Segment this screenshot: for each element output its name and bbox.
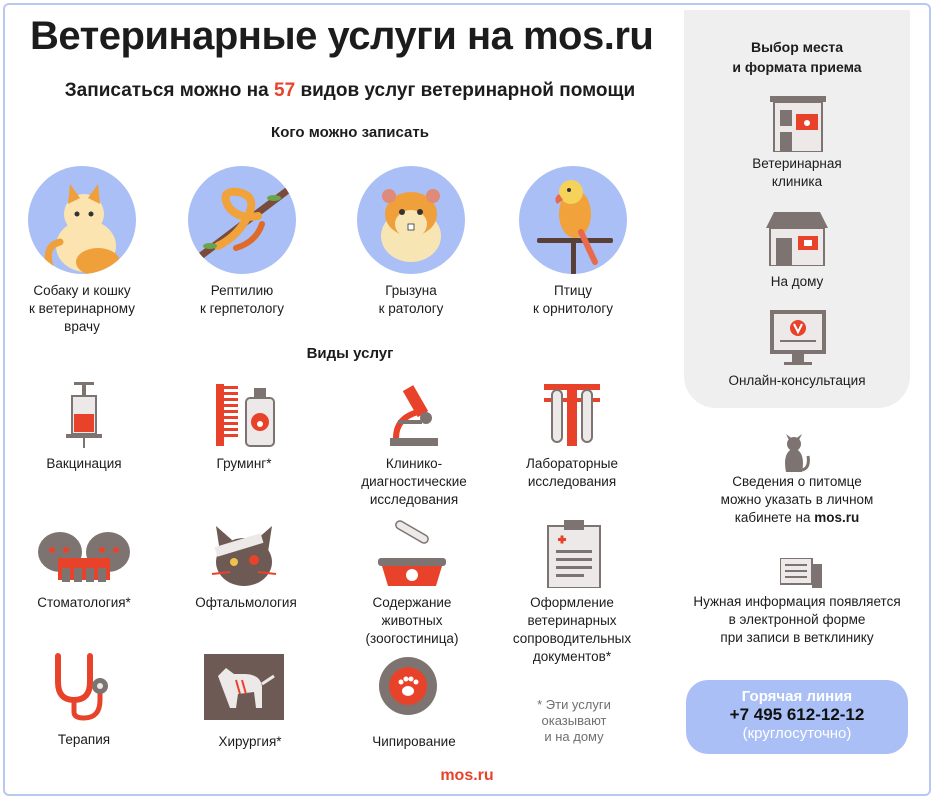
service-dentistry-label: Стоматология* <box>37 595 131 610</box>
form-info-line2: в электронной форме <box>728 612 866 627</box>
service-diagnostics-line1: Клинико- <box>385 456 443 471</box>
hotline-box <box>686 680 908 754</box>
format-online-label: Онлайн-консультация <box>728 373 866 388</box>
service-documents-line4: документов* <box>532 649 612 664</box>
page-title: Ветеринарные услуги на mos.ru <box>30 14 654 58</box>
pet-bowl-icon <box>372 520 452 588</box>
service-vet-documents <box>508 594 636 666</box>
footnote <box>510 697 638 745</box>
footnote-line3: и на дому <box>544 729 604 744</box>
pet-info-line3 <box>684 509 910 527</box>
clinic-building-icon <box>770 96 826 152</box>
service-vaccination-label: Вакцинация <box>46 456 122 471</box>
service-surgery <box>186 733 314 751</box>
form-info-line1: Нужная информация появляется <box>693 594 901 609</box>
format-heading-line1: Выбор места <box>750 39 844 55</box>
footnote-line1: * Эти услуги <box>537 697 611 712</box>
hotline-phone[interactable]: +7 495 612-12-12 <box>729 705 865 724</box>
hotline-hours: (круглосуточно) <box>742 725 852 742</box>
microscope-icon <box>386 382 442 448</box>
form-info-note <box>674 593 920 647</box>
pet-info-line2: можно указать в личном <box>720 492 874 507</box>
format-option-clinic <box>684 155 910 191</box>
page-subtitle <box>30 80 670 102</box>
footnote-line2: оказывают <box>541 713 607 728</box>
who-item-cat-line3: врачу <box>64 319 100 334</box>
xray-dog-icon <box>204 654 284 720</box>
syringe-icon <box>56 382 112 448</box>
monitor-icon <box>770 310 826 366</box>
hamster-icon <box>357 166 465 274</box>
who-heading: Кого можно записать <box>271 124 429 141</box>
service-lab-line2: исследования <box>527 474 617 489</box>
subtitle-prefix: Записаться можно на <box>64 80 269 101</box>
stethoscope-icon <box>48 652 112 722</box>
cat-silhouette-icon <box>780 430 810 472</box>
house-icon <box>766 210 828 266</box>
who-item-reptile-line1: Рептилию <box>210 283 274 298</box>
document-icon <box>780 558 822 588</box>
pet-info-site: mos.ru <box>814 510 860 525</box>
service-ophthalmology <box>182 594 310 612</box>
service-surgery-label: Хирургия* <box>218 734 282 749</box>
service-documents-line1: Оформление <box>530 595 614 610</box>
service-lab-line1: Лабораторные <box>525 456 619 471</box>
pet-info-line1: Сведения о питомце <box>732 474 862 489</box>
clipboard-icon <box>546 520 602 588</box>
service-dentistry <box>20 594 148 612</box>
who-item-bird-line2: к орнитологу <box>532 301 614 316</box>
pet-info-note <box>684 473 910 527</box>
chip-icon <box>378 656 438 716</box>
service-documents-line2: ветеринарных <box>527 613 617 628</box>
service-diagnostics-line2: диагностические <box>361 474 467 489</box>
service-pet-hotel <box>348 594 476 648</box>
footer-site-link[interactable]: mos.ru <box>440 767 494 784</box>
service-chipping-label: Чипирование <box>372 734 456 749</box>
form-info-line3: при записи в ветклинику <box>720 630 874 645</box>
service-therapy-label: Терапия <box>57 732 111 747</box>
hotline-label: Горячая линия <box>741 688 853 705</box>
service-pet-hotel-line1: Содержание <box>372 595 452 610</box>
service-ophthalmology-label: Офтальмология <box>195 595 297 610</box>
format-clinic-line2: клиника <box>771 174 823 189</box>
service-documents-line3: сопроводительных <box>512 631 632 646</box>
service-pet-hotel-line3: (зоогостиница) <box>365 631 459 646</box>
snake-icon <box>188 166 296 274</box>
format-clinic-line1: Ветеринарная <box>752 156 842 171</box>
services-heading: Виды услуг <box>306 345 394 362</box>
service-clinical-diagnostics <box>350 455 478 509</box>
who-item-bird-line1: Птицу <box>554 283 592 298</box>
service-lab-tests <box>508 455 636 491</box>
who-item-reptile-line2: к герпетологу <box>199 301 285 316</box>
who-item-cat <box>14 282 150 336</box>
format-option-online <box>684 372 910 390</box>
who-item-rodent <box>343 282 479 318</box>
format-option-home <box>684 273 910 291</box>
pet-info-line3-prefix: кабинете на <box>734 510 811 525</box>
teeth-icon <box>36 528 132 586</box>
who-item-reptile <box>174 282 310 318</box>
service-vaccination <box>20 455 148 473</box>
who-item-cat-line2: к ветеринарному <box>29 301 135 316</box>
test-tubes-icon <box>544 382 600 448</box>
who-item-bird <box>505 282 641 318</box>
services-count: 57 <box>274 80 296 101</box>
cat-eye-bandage-icon <box>210 518 278 588</box>
who-item-rodent-line1: Грызуна <box>385 283 437 298</box>
format-heading-line2: и формата приема <box>732 59 862 75</box>
cat-icon <box>28 166 136 274</box>
service-chipping <box>350 733 478 751</box>
service-grooming-label: Груминг* <box>216 456 272 471</box>
service-grooming <box>180 455 308 473</box>
who-item-rodent-line2: к ратологу <box>378 301 444 316</box>
service-pet-hotel-line2: животных <box>381 613 443 628</box>
grooming-icon <box>214 382 276 448</box>
parrot-icon <box>519 166 627 274</box>
format-home-label: На дому <box>770 274 824 289</box>
service-diagnostics-line3: исследования <box>369 492 459 507</box>
format-heading <box>684 37 910 77</box>
subtitle-suffix: видов услуг ветеринарной помощи <box>300 80 636 101</box>
service-therapy <box>20 731 148 749</box>
who-item-cat-line1: Собаку и кошку <box>33 283 131 298</box>
